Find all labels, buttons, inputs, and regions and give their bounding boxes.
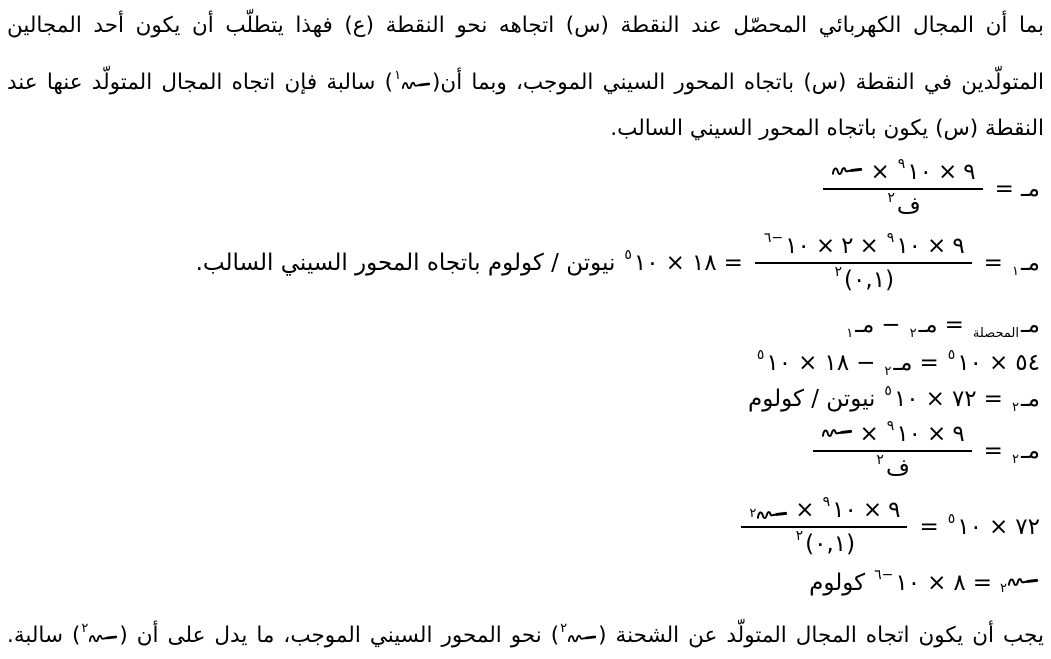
equation-solve-charge	[7, 494, 1044, 560]
field-2-symbol	[908, 312, 938, 341]
field-1-symbol	[844, 312, 875, 341]
equation-substitute-resultant	[7, 347, 1044, 379]
base-ten: ١٠	[895, 570, 921, 596]
fraction-numerator	[813, 418, 972, 450]
equals-sign: =	[994, 176, 1014, 202]
equals-sign: =	[723, 250, 743, 276]
fraction-denominator	[741, 526, 907, 560]
power-of-ten	[622, 247, 659, 276]
intro-line-3	[7, 106, 1044, 152]
result-coefficient: ١٨	[691, 250, 717, 276]
exponent: ٢	[795, 528, 804, 544]
field-symbol: مـ	[1020, 176, 1040, 202]
distance-squared	[874, 453, 909, 483]
fraction	[755, 230, 972, 296]
subscript: ٢	[884, 363, 892, 379]
exponent: ٩	[886, 418, 895, 434]
base-ten: ١٠	[896, 421, 922, 447]
fraction-numerator	[741, 494, 907, 526]
power-of-ten	[821, 495, 857, 525]
coefficient: ١٨	[824, 350, 850, 376]
exponent: ٥	[756, 347, 765, 363]
base-ten: ١٠	[785, 233, 810, 259]
base-ten: ١٠	[832, 497, 857, 523]
intro-line-2-after: ) سالبة فإن اتجاه المجال المتولّد عنها عند	[7, 70, 394, 95]
exponent: ٥	[947, 347, 956, 363]
minus-sign: −	[856, 350, 876, 376]
exponent: ٩	[822, 494, 831, 510]
distance-symbol: ف	[896, 193, 921, 219]
power-of-ten	[946, 347, 982, 376]
times-sign: ×	[989, 350, 1009, 376]
exponent: ٢	[887, 190, 895, 206]
intro-line-2-before: المتولّدين في النقطة (س) باتجاه المحور السيني الموجب، وبما أن(	[432, 70, 1045, 95]
power-of-ten	[762, 231, 810, 261]
field-symbol: مـ	[1020, 438, 1040, 464]
equals-sign: =	[944, 312, 964, 338]
field-symbol: مـ	[893, 350, 913, 376]
times-sign: ×	[815, 233, 836, 259]
resultant-field-symbol	[971, 312, 1040, 341]
charge-subscript: ٢	[1000, 581, 1007, 596]
fraction-numerator	[823, 156, 982, 188]
conclusion-line	[7, 602, 1044, 659]
subscript: ١	[1011, 263, 1019, 279]
field-1-symbol	[1010, 250, 1040, 279]
subscript: ٢	[1011, 399, 1019, 415]
fraction	[741, 494, 907, 560]
times-sign: ×	[859, 421, 879, 447]
coefficient: ٧٢	[1015, 514, 1040, 540]
charge-2-symbol	[81, 602, 118, 648]
times-sign: ×	[798, 350, 818, 376]
times-sign: ×	[862, 497, 883, 523]
fraction-numerator	[755, 230, 972, 262]
charge-subscript: ١	[394, 68, 402, 83]
equation-resultant	[7, 312, 1044, 341]
field-2-symbol	[1010, 386, 1040, 415]
unit-text: كولوم	[809, 570, 866, 596]
exponent: ٩	[897, 156, 906, 172]
fraction-denominator	[813, 450, 972, 484]
exponent: ٥	[947, 511, 956, 527]
charge-symbol-icon	[88, 631, 118, 645]
field-2-symbol	[1010, 438, 1040, 467]
equals-sign: =	[919, 514, 939, 540]
times-sign: ×	[795, 497, 815, 523]
field-symbol: مـ	[918, 312, 938, 338]
power-of-ten	[882, 383, 919, 412]
charge-subscript: ٢	[81, 621, 89, 636]
times-sign: ×	[925, 386, 945, 412]
equation-field-1	[7, 230, 1044, 296]
power-of-ten	[885, 231, 921, 261]
charge-subscript: ٢	[560, 621, 568, 636]
conclusion-before: يجب أن يكون اتجاه المجال المتولّد عن الشحنة (	[598, 623, 1044, 648]
times-sign: ×	[859, 233, 879, 259]
base-ten: ١٠	[893, 386, 919, 412]
coefficient: ٨	[953, 570, 966, 596]
base-ten: ١٠	[907, 159, 933, 185]
charge-symbol-icon	[401, 78, 431, 92]
coefficient: ٩	[952, 421, 965, 447]
charge-subscript: ٢	[749, 506, 757, 521]
minus-sign: −	[881, 312, 901, 338]
distance-value: (٠,١)	[844, 267, 895, 293]
times-sign: ×	[665, 250, 685, 276]
unit-and-direction-text: نيوتن / كولوم باتجاه المحور السيني السالب.	[195, 250, 616, 276]
conclusion-after: ) سالبة.	[7, 623, 81, 648]
field-symbol: مـ	[855, 312, 875, 338]
charge-symbol-icon	[831, 163, 863, 178]
conclusion-middle: ) نحو المحور السيني الموجب، ما يدل على أن (	[119, 623, 560, 648]
charge-symbol-icon	[756, 507, 788, 522]
fraction	[823, 156, 982, 222]
times-sign: ×	[927, 570, 947, 596]
subscript: ١	[846, 325, 854, 341]
exponent: −٦	[874, 567, 894, 583]
field-symbol: مـ	[1020, 386, 1040, 412]
distance-squared	[833, 265, 895, 295]
coefficient: ٢	[841, 233, 854, 259]
exponent: ٢	[876, 452, 884, 468]
base-ten: ١٠	[957, 514, 982, 540]
fraction	[813, 418, 972, 484]
charge-symbol-icon	[821, 425, 853, 440]
power-of-ten	[946, 511, 982, 540]
times-sign: ×	[927, 233, 947, 259]
fraction-denominator	[755, 262, 972, 296]
charge-2-symbol	[1000, 574, 1039, 596]
field-symbol: مـ	[1020, 312, 1040, 338]
equation-field-2-value	[7, 383, 1044, 415]
distance-symbol: ف	[885, 455, 910, 481]
exponent: ٢	[834, 264, 843, 280]
distance-value: (٠,١)	[805, 531, 856, 557]
equals-sign: =	[983, 438, 1003, 464]
times-sign: ×	[938, 159, 958, 185]
fraction-denominator	[823, 188, 982, 222]
distance-squared	[885, 191, 920, 221]
charge-2-symbol	[560, 602, 597, 648]
unit-text: نيوتن / كولوم	[747, 386, 876, 412]
equals-sign: =	[919, 350, 939, 376]
equation-field-2-law	[7, 418, 1044, 484]
coefficient: ٩	[952, 233, 965, 259]
base-ten: ١٠	[957, 350, 982, 376]
intro-line-1-text: بما أن المجال الكهربائي المحصّل عند النقطة (س) اتجاهه نحو النقطة (ع) فهذا يتطلّب أن يكون أحد المجالين	[7, 13, 1044, 38]
charge-2-symbol	[749, 495, 788, 525]
charge-symbol-icon	[567, 631, 597, 645]
coefficient: ٧٢	[951, 386, 977, 412]
distance-squared	[794, 529, 856, 559]
intro-line-1	[7, 3, 1044, 49]
subscript-resultant: المحصلة	[972, 325, 1019, 341]
exponent: ٥	[884, 383, 892, 399]
power-of-ten	[872, 567, 921, 596]
charge-symbol-icon	[1007, 574, 1039, 589]
exponent: −٦	[763, 230, 784, 246]
exponent: ٩	[886, 230, 895, 246]
equals-sign: =	[983, 386, 1003, 412]
field-symbol: مـ	[1020, 250, 1040, 276]
base-ten: ١٠	[633, 250, 659, 276]
equation-charge-value	[7, 567, 1044, 596]
subscript: ٢	[1011, 451, 1019, 467]
times-sign: ×	[927, 421, 947, 447]
charge-symbol	[821, 425, 853, 443]
base-ten: ١٠	[896, 233, 922, 259]
power-of-ten	[885, 419, 921, 449]
field-2-symbol	[882, 350, 913, 379]
charge-symbol	[394, 49, 431, 95]
equals-sign: =	[983, 250, 1003, 276]
intro-line-2	[7, 49, 1044, 106]
base-ten: ١٠	[766, 350, 792, 376]
equation-field-law	[7, 156, 1044, 222]
exponent: ٥	[624, 247, 632, 263]
times-sign: ×	[989, 514, 1009, 540]
charge-symbol	[831, 163, 863, 181]
power-of-ten	[755, 347, 792, 376]
coefficient: ٥٤	[1015, 350, 1040, 376]
power-of-ten	[896, 157, 932, 187]
intro-line-3-text: النقطة (س) يكون باتجاه المحور السيني السالب.	[610, 116, 1044, 141]
times-sign: ×	[870, 159, 890, 185]
subscript: ٢	[909, 325, 917, 341]
equals-sign: =	[972, 570, 993, 596]
coefficient: ٩	[963, 159, 976, 185]
coefficient: ٩	[888, 497, 901, 523]
